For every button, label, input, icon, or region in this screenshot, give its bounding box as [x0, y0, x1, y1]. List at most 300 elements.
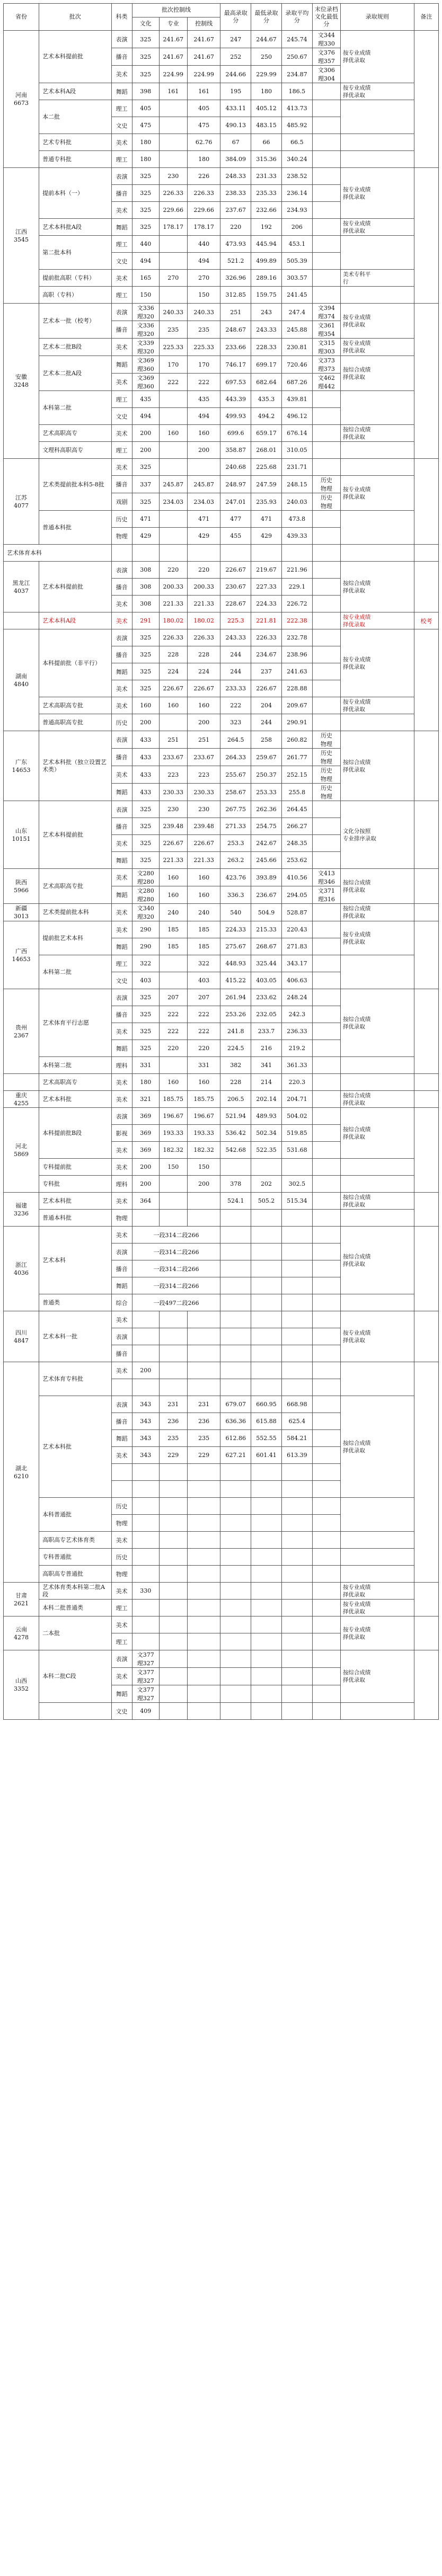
subject-cell: 历史: [111, 714, 132, 731]
control-cell: [187, 1549, 220, 1566]
subject-cell: 文史: [111, 972, 132, 989]
table-row: [4, 442, 439, 459]
lowest-cell: 429: [251, 528, 282, 545]
last-culture-cell: [312, 1023, 340, 1040]
last-culture-cell: [312, 1210, 340, 1227]
major-cell: 185: [159, 921, 187, 938]
lowest-cell: 682.64: [251, 374, 282, 391]
highest-cell: [220, 1311, 251, 1328]
last-culture-cell: [312, 100, 340, 117]
table-row: [4, 1311, 439, 1328]
last-culture-cell: [312, 1447, 340, 1464]
highest-cell: 540: [220, 904, 251, 921]
batch-cell: 本科普通批: [39, 1498, 111, 1532]
major-cell: 231: [159, 1396, 187, 1413]
batch-cell: 本科提前批B段: [39, 1108, 111, 1159]
culture-cell: 325: [132, 493, 159, 511]
control-cell: 221.33: [187, 852, 220, 869]
average-cell: 504.02: [281, 1108, 312, 1125]
highest-cell: [220, 1362, 251, 1379]
average-cell: [281, 1532, 312, 1549]
lowest-cell: [251, 1600, 282, 1616]
subject-cell: 表演: [111, 1650, 132, 1668]
control-cell: 471: [187, 511, 220, 528]
culture-cell: 325: [132, 680, 159, 697]
control-cell: 235: [187, 1430, 220, 1447]
highest-cell: 443.39: [220, 391, 251, 408]
last-culture-cell: 文462 理442: [312, 374, 340, 391]
lowest-cell: 494.2: [251, 408, 282, 425]
last-culture-cell: 文361 理354: [312, 321, 340, 339]
province-cell: 甘肃 2621: [4, 1583, 39, 1616]
highest-cell: 271.33: [220, 818, 251, 835]
table-row: [4, 1159, 439, 1176]
average-cell: 222.38: [281, 612, 312, 629]
batch-cell: 普通类: [39, 1294, 111, 1311]
average-cell: 206: [281, 219, 312, 236]
province-cell: 云南 4278: [4, 1616, 39, 1650]
average-cell: [281, 1668, 312, 1685]
highest-cell: 679.07: [220, 1396, 251, 1413]
control-cell: [187, 1616, 220, 1633]
table-row: [4, 1703, 439, 1720]
lowest-cell: 219.67: [251, 562, 282, 579]
note-cell: [414, 459, 438, 545]
highest-cell: 251: [220, 304, 251, 321]
highest-cell: 230.67: [220, 579, 251, 596]
major-cell: [159, 1685, 187, 1703]
note-cell: [414, 1227, 438, 1311]
control-cell: [187, 1566, 220, 1583]
batch-cell: 普通专科批: [39, 151, 111, 168]
last-culture-cell: [312, 1464, 340, 1481]
note-cell: [414, 168, 438, 304]
major-cell: 222: [159, 1006, 187, 1023]
control-cell: 200.33: [187, 579, 220, 596]
highest-cell: 222: [220, 697, 251, 714]
culture-cell: 150: [132, 287, 159, 304]
lowest-cell: 227.33: [251, 579, 282, 596]
last-culture-cell: [312, 1125, 340, 1142]
batch-cell: 艺术本科批: [39, 1091, 111, 1108]
rule-cell: 按专业成绩 择优录取: [340, 83, 414, 100]
table-row: [4, 801, 439, 818]
major-cell: [159, 1549, 187, 1566]
rule-cell: 按专业成绩 择优录取: [340, 921, 414, 955]
average-cell: 255.8: [281, 784, 312, 801]
highest-cell: 384.09: [220, 151, 251, 168]
lowest-cell: [251, 1379, 282, 1396]
control-cell: [187, 1498, 220, 1515]
culture-cell: 325: [132, 219, 159, 236]
culture-cell: 180: [132, 1074, 159, 1091]
highest-cell: 244.66: [220, 66, 251, 83]
control-cell: 160: [187, 425, 220, 442]
highest-cell: [220, 1481, 251, 1498]
subject-cell: 理工: [111, 442, 132, 459]
last-culture-cell: [312, 801, 340, 818]
average-cell: 245.88: [281, 321, 312, 339]
culture-cell: 343: [132, 1447, 159, 1464]
average-cell: 220.3: [281, 1074, 312, 1091]
average-cell: 343.17: [281, 955, 312, 972]
lowest-cell: 250: [251, 48, 282, 66]
batch-cell: [39, 1703, 111, 1720]
lowest-cell: 216: [251, 1040, 282, 1057]
highest-cell: 312.85: [220, 287, 251, 304]
note-cell: [414, 1193, 438, 1227]
control-cell: 200: [187, 714, 220, 731]
control-cell: 241.67: [187, 48, 220, 66]
average-cell: [281, 1481, 312, 1498]
rule-cell: [340, 1362, 414, 1396]
culture-cell: 325: [132, 31, 159, 48]
note-cell: [414, 1583, 438, 1616]
note-cell: [414, 1311, 438, 1362]
province-cell: 江苏 4077: [4, 459, 39, 545]
control-cell: 185: [187, 938, 220, 955]
note-cell: [414, 1091, 438, 1108]
rule-cell: 文化分按照 专业排序录取: [340, 801, 414, 869]
highest-cell: 382: [220, 1057, 251, 1074]
header-control-line: 批次控制线: [132, 4, 220, 17]
last-culture-cell: [312, 1396, 340, 1413]
highest-cell: 455: [220, 528, 251, 545]
culture-cell: 369: [132, 1142, 159, 1159]
note-cell: [414, 904, 438, 921]
table-row: [4, 31, 439, 48]
highest-cell: [220, 1227, 251, 1243]
table-row: [4, 1532, 439, 1549]
lowest-cell: 601.41: [251, 1447, 282, 1464]
last-culture-cell: [312, 1142, 340, 1159]
lowest-cell: 237: [251, 663, 282, 680]
control-cell: [187, 1583, 220, 1600]
average-cell: [281, 1345, 312, 1362]
average-cell: [281, 1685, 312, 1703]
batch-cell: 艺术本科批: [39, 1193, 111, 1210]
control-cell: 222: [187, 1023, 220, 1040]
culture-cell: 文280 理280: [132, 869, 159, 886]
control-cell: [187, 1481, 220, 1498]
subject-cell: 物理: [111, 1515, 132, 1532]
rule-cell: 按综合成绩 择优录取: [340, 1227, 414, 1294]
highest-cell: 267.75: [220, 801, 251, 818]
control-cell: 180: [187, 151, 220, 168]
subject-cell: 舞蹈: [111, 1277, 132, 1294]
note-cell: [414, 304, 438, 459]
control-cell: 185: [187, 921, 220, 938]
lowest-cell: 215.33: [251, 921, 282, 938]
highest-cell: 275.67: [220, 938, 251, 955]
culture-cell: 200: [132, 1362, 159, 1379]
average-cell: [281, 1311, 312, 1328]
culture-cell: 494: [132, 253, 159, 270]
subject-cell: 播音: [111, 48, 132, 66]
lowest-cell: 224.33: [251, 596, 282, 612]
highest-cell: [220, 1583, 251, 1600]
table-row: [4, 459, 439, 476]
subject-cell: 理工: [111, 100, 132, 117]
culture-cell: 331: [132, 1057, 159, 1074]
control-cell: 62.76: [187, 134, 220, 151]
lowest-cell: [251, 1328, 282, 1345]
subject-cell: 美术: [111, 697, 132, 714]
culture-cell: 文369 理360: [132, 374, 159, 391]
major-cell: 234.03: [159, 493, 187, 511]
subject-cell: 美术: [111, 1159, 132, 1176]
culture-cell: 325: [132, 1006, 159, 1023]
average-cell: 584.21: [281, 1430, 312, 1447]
average-cell: 248.35: [281, 835, 312, 852]
culture-cell: 325: [132, 185, 159, 202]
last-culture-cell: [312, 646, 340, 663]
highest-cell: 241.8: [220, 1023, 251, 1040]
table-row: [4, 151, 439, 168]
table-row: [4, 270, 439, 287]
major-cell: [159, 287, 187, 304]
rule-cell: 按综合成绩 择优录取: [340, 1091, 414, 1108]
control-cell: 241.67: [187, 31, 220, 48]
average-cell: [281, 1703, 312, 1720]
last-culture-cell: [312, 1057, 340, 1074]
major-cell: 160: [159, 697, 187, 714]
culture-cell: 290: [132, 921, 159, 938]
last-culture-cell: [312, 1328, 340, 1345]
batch-cell: 艺术本科提前批: [39, 801, 111, 869]
subject-cell: 播音: [111, 579, 132, 596]
culture-cell: 180: [132, 134, 159, 151]
table-row: [4, 1057, 439, 1074]
lowest-cell: 325.44: [251, 955, 282, 972]
major-cell: [159, 134, 187, 151]
batch-cell: 本科第二批: [39, 1057, 111, 1074]
lowest-cell: 228.33: [251, 339, 282, 356]
batch-cell: 高职高专艺术体育类: [39, 1532, 111, 1549]
highest-cell: 448.93: [220, 955, 251, 972]
rule-cell: 按综合成绩 择优录取: [340, 1193, 414, 1210]
lowest-cell: 232.05: [251, 1006, 282, 1023]
major-cell: 180.02: [159, 612, 187, 629]
lowest-cell: [251, 1481, 282, 1498]
highest-cell: 195: [220, 83, 251, 100]
subject-cell: 美术: [111, 1583, 132, 1600]
rule-cell: [340, 1703, 414, 1720]
highest-cell: [220, 1616, 251, 1633]
batch-cell: 艺术专科批: [39, 134, 111, 151]
batch-cell: 艺术体育类本科第二批A段: [39, 1583, 111, 1600]
highest-cell: [220, 1328, 251, 1345]
subject-cell: 美术: [111, 1091, 132, 1108]
last-culture-cell: [312, 219, 340, 236]
last-culture-cell: [312, 1549, 340, 1566]
table-row: [4, 955, 439, 972]
average-cell: 340.24: [281, 151, 312, 168]
major-cell: 236: [159, 1413, 187, 1430]
culture-cell: [132, 1311, 159, 1328]
highest-cell: [220, 1277, 251, 1294]
last-culture-cell: [312, 818, 340, 835]
culture-cell: 471: [132, 511, 159, 528]
highest-cell: [220, 1600, 251, 1616]
lowest-cell: [251, 1633, 282, 1650]
rule-cell: 按专业成绩 择优录取: [340, 697, 414, 714]
control-cell: [187, 1210, 220, 1227]
average-cell: 668.98: [281, 1396, 312, 1413]
rule-cell: 按综合成绩 择优录取: [340, 1396, 414, 1498]
average-cell: [281, 1600, 312, 1616]
rule-cell: 按综合成绩 择优录取: [340, 869, 414, 904]
major-cell: [159, 1311, 187, 1328]
batch-cell: 艺术本科A段: [39, 612, 111, 629]
subject-cell: 美术: [111, 766, 132, 784]
province-cell: 湖北 6210: [4, 1362, 39, 1583]
lowest-cell: 159.75: [251, 287, 282, 304]
control-cell: [187, 1515, 220, 1532]
note-cell: [414, 1108, 438, 1193]
batch-cell: 艺术体育本科: [4, 545, 112, 562]
subject-cell: 播音: [111, 321, 132, 339]
lowest-cell: 258: [251, 731, 282, 749]
culture-cell: 文340 理320: [132, 904, 159, 921]
major-cell: [159, 1633, 187, 1650]
culture-cell: 200: [132, 442, 159, 459]
highest-cell: 244: [220, 646, 251, 663]
highest-cell: 261.94: [220, 989, 251, 1006]
average-cell: 248.15: [281, 476, 312, 493]
lowest-cell: 259.67: [251, 749, 282, 766]
average-cell: 245.74: [281, 31, 312, 48]
last-culture-cell: [312, 168, 340, 185]
culture-cell: 325: [132, 989, 159, 1006]
lowest-cell: 234.67: [251, 646, 282, 663]
average-cell: [281, 1515, 312, 1532]
highest-cell: 248.33: [220, 168, 251, 185]
major-cell: [159, 1515, 187, 1532]
lowest-cell: 221.81: [251, 612, 282, 629]
major-cell: 240: [159, 904, 187, 921]
culture-cell: 325: [132, 646, 159, 663]
subject-cell: 美术: [111, 425, 132, 442]
header-subject: 科类: [111, 4, 132, 31]
batch-cell: 艺术本科提前批: [39, 562, 111, 612]
average-cell: [281, 1498, 312, 1515]
culture-cell: 308: [132, 562, 159, 579]
culture-cell: 325: [132, 818, 159, 835]
major-cell: [159, 1481, 187, 1498]
rule-cell: [340, 1566, 414, 1583]
average-cell: [281, 1583, 312, 1600]
subject-cell: 美术: [111, 339, 132, 356]
highest-cell: 636.36: [220, 1413, 251, 1430]
culture-cell: [132, 1379, 159, 1396]
highest-cell: 336.3: [220, 886, 251, 904]
culture-cell: 435: [132, 391, 159, 408]
culture-cell: [132, 1498, 159, 1515]
last-culture-cell: 历史 物理: [312, 749, 340, 766]
last-culture-cell: [312, 1176, 340, 1193]
rule-cell: [340, 100, 414, 134]
major-cell: [159, 972, 187, 989]
control-cell: 220: [187, 1040, 220, 1057]
rule-cell: 按专业成绩 择优录取: [340, 219, 414, 236]
average-cell: 720.46: [281, 356, 312, 374]
province-cell: 河北 5869: [4, 1108, 39, 1193]
culture-cell: 325: [132, 48, 159, 66]
table-row: [4, 1650, 439, 1668]
highest-cell: [220, 1498, 251, 1515]
last-culture-cell: [312, 528, 340, 545]
average-cell: 439.33: [281, 528, 312, 545]
major-cell: 251: [159, 731, 187, 749]
major-cell: 230: [159, 801, 187, 818]
last-culture-cell: [312, 714, 340, 731]
highest-cell: 258.67: [220, 784, 251, 801]
culture-cell: [132, 1464, 159, 1481]
subject-cell: 理工: [111, 955, 132, 972]
lowest-cell: 615.88: [251, 1413, 282, 1430]
culture-cell: 343: [132, 1413, 159, 1430]
subject-cell: 舞蹈: [111, 1430, 132, 1447]
note-cell: [414, 731, 438, 801]
control-cell: 235: [187, 321, 220, 339]
major-cell: 170: [159, 356, 187, 374]
highest-cell: 228.67: [220, 596, 251, 612]
culture-cell: 文377 理327: [132, 1685, 159, 1703]
province-cell: 山东 10151: [4, 801, 39, 869]
note-cell: [414, 1650, 438, 1720]
table-row: [4, 425, 439, 442]
lowest-cell: 483.15: [251, 117, 282, 134]
culture-cell: 325: [132, 66, 159, 83]
major-cell: 225.33: [159, 339, 187, 356]
major-cell: 229: [159, 1447, 187, 1464]
control-cell: 226.33: [187, 185, 220, 202]
major-cell: 235: [159, 321, 187, 339]
control-cell: 200: [187, 1176, 220, 1193]
average-cell: 687.26: [281, 374, 312, 391]
lowest-cell: [251, 1159, 282, 1176]
major-cell: 245.87: [159, 476, 187, 493]
highest-cell: 627.21: [220, 1447, 251, 1464]
subject-cell: 理工: [111, 236, 132, 253]
major-cell: [159, 545, 187, 562]
subject-cell: 播音: [111, 476, 132, 493]
average-cell: 264.45: [281, 801, 312, 818]
lowest-cell: [251, 1243, 282, 1260]
control-cell: 150: [187, 1159, 220, 1176]
average-cell: 531.68: [281, 1142, 312, 1159]
culture-cell: [132, 1515, 159, 1532]
rule-cell: 按专业成绩 择优录取: [340, 1616, 414, 1650]
batch-cell: 提前批高职（专科）: [39, 270, 111, 287]
last-culture-cell: [312, 1379, 340, 1396]
rule-cell: 按综合成绩 择优录取: [340, 425, 414, 442]
culture-cell: 494: [132, 408, 159, 425]
major-cell: 221.33: [159, 596, 187, 612]
lowest-cell: 231.33: [251, 168, 282, 185]
major-cell: [159, 1566, 187, 1583]
major-cell: 161: [159, 83, 187, 100]
highest-cell: 233.33: [220, 680, 251, 697]
subject-cell: 表演: [111, 801, 132, 818]
lowest-cell: 235.33: [251, 185, 282, 202]
average-cell: 231.71: [281, 459, 312, 476]
control-cell: 239.48: [187, 818, 220, 835]
highest-cell: 326.96: [220, 270, 251, 287]
highest-cell: [220, 1633, 251, 1650]
subject-cell: [111, 1464, 132, 1481]
